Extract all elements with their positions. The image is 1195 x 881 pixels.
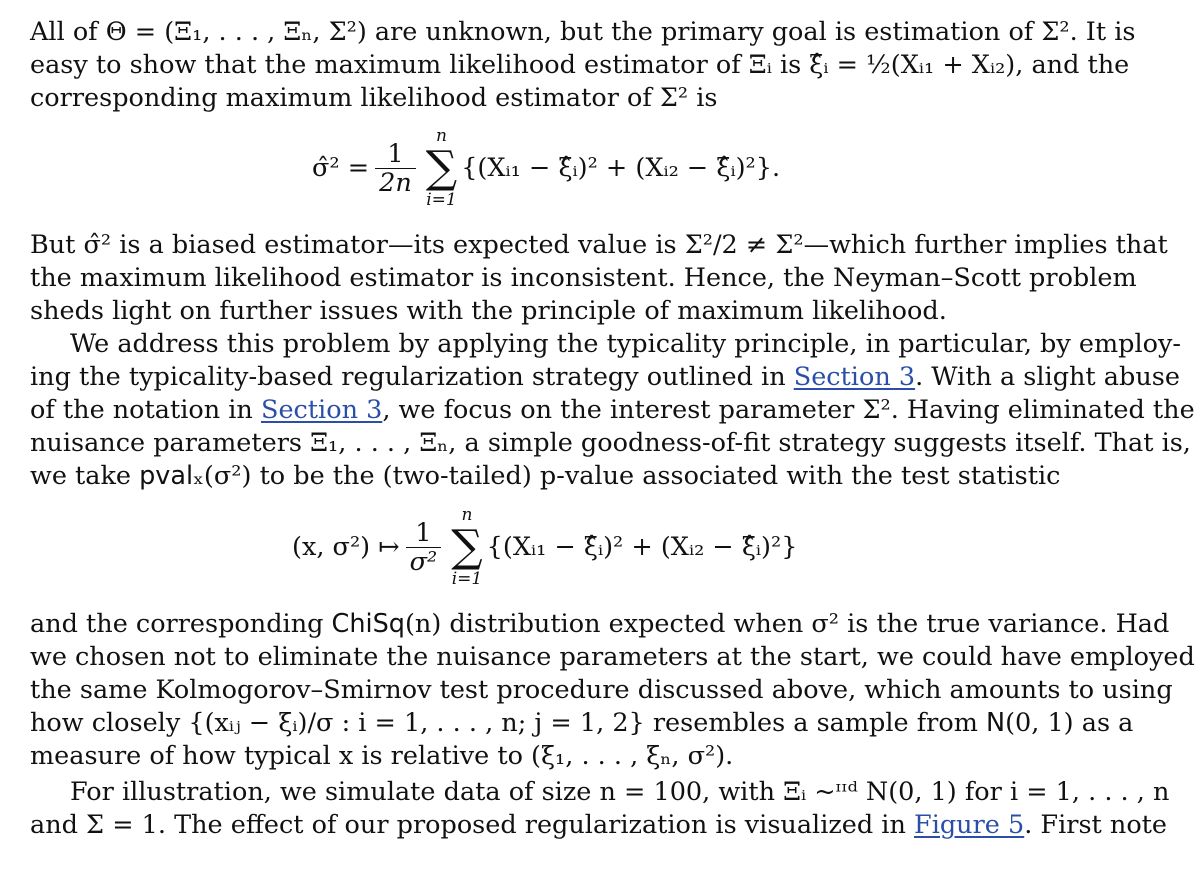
text-run: we take: [30, 461, 140, 491]
text-line: All of Θ = (Ξ₁, . . . , Ξₙ, Σ²) are unknown, but the primary goal is estimation of Σ². It is: [30, 17, 1136, 47]
text-run: and the corresponding: [30, 609, 332, 639]
text-line: [30, 460, 1061, 493]
text-line: But σ̂² is a biased estimator—its expected value is Σ²/2 ≠ Σ²—which further implies that: [30, 230, 1168, 260]
fraction: [406, 519, 442, 576]
text-line: [30, 707, 1134, 740]
summation: [451, 505, 482, 589]
text-run: (n) distribution expected when σ² is the true variance. Had: [404, 609, 1170, 639]
sigma-symbol: ∑: [451, 521, 483, 572]
equation-body: {(Xᵢ₁ − ξ̂ᵢ)² + (Xᵢ₂ − ξ̂ᵢ)²}: [486, 532, 798, 562]
text-line: [30, 361, 1180, 394]
fraction-denominator: σ²: [406, 547, 442, 576]
fraction: [375, 140, 416, 197]
equation-sigma-hat: [312, 126, 780, 210]
text-run: of the notation in: [30, 395, 261, 425]
text-run: ing the typicality-based regularization strategy outlined in: [30, 362, 794, 392]
fraction-denominator: 2n: [375, 168, 416, 197]
text-line: [30, 809, 1168, 842]
equation-body: {(Xᵢ₁ − ξ̂ᵢ)² + (Xᵢ₂ − ξ̂ᵢ)²}.: [461, 153, 781, 183]
text-line: corresponding maximum likelihood estimator of Σ² is: [30, 83, 718, 113]
pval-symbol: pval: [139, 461, 194, 491]
fraction-numerator: 1: [415, 517, 432, 548]
section-3-link[interactable]: Section 3: [793, 362, 916, 392]
sigma-symbol: ∑: [425, 142, 458, 193]
text-line: the maximum likelihood estimator is inconsistent. Hence, the Neyman–Scott problem: [30, 263, 1137, 293]
text-run: , we focus on the interest parameter Σ². Having eliminated the: [382, 395, 1195, 425]
text-run: . With a slight abuse: [915, 362, 1180, 392]
text-line: we chosen not to eliminate the nuisance parameters at the start, we could have employed: [30, 642, 1195, 672]
text-line: [30, 394, 1195, 427]
equation-test-statistic: [292, 505, 797, 589]
text-line: the same Kolmogorov–Smirnov test procedure discussed above, which amounts to using: [30, 675, 1173, 705]
sum-upper-limit: n: [461, 505, 473, 525]
text-run: and Σ = 1. The effect of our proposed regularization is visualized in: [30, 810, 914, 840]
sum-upper-limit: n: [436, 126, 447, 146]
fraction-numerator: 1: [387, 138, 404, 169]
text-line: sheds light on further issues with the principle of maximum likelihood.: [30, 296, 947, 326]
text-line: easy to show that the maximum likelihood estimator of Ξᵢ is ξ̂ᵢ = ½(Xᵢ₁ + Xᵢ₂), and the: [30, 50, 1130, 80]
text-line: [30, 608, 1170, 641]
text-line: We address this problem by applying the typicality principle, in particular, by employ-: [70, 329, 1182, 359]
sum-lower-limit: i=1: [451, 569, 483, 589]
text-line: nuisance parameters Ξ₁, . . . , Ξₙ, a simple goodness-of-fit strategy suggests itself. That is,: [30, 428, 1191, 458]
text-run: . First note: [1024, 810, 1168, 840]
text-run: (0, 1) as a: [1005, 708, 1134, 738]
normal-symbol: N: [986, 708, 1006, 738]
text-line: For illustration, we simulate data of size n = 100, with Ξᵢ ~ᶦᶦᵈ N(0, 1) for i = 1, . . . , n: [70, 777, 1170, 807]
chisq-symbol: ChiSq: [331, 609, 405, 639]
equation-lhs: σ̂² =: [312, 153, 370, 183]
text-run: ₓ(σ²) to be the (two-tailed) p-value associated with the test statistic: [193, 461, 1061, 491]
sum-lower-limit: i=1: [426, 190, 457, 210]
text-line: measure of how typical x is relative to (ξ₁, . . . , ξₙ, σ²).: [30, 741, 734, 771]
summation: [426, 126, 457, 210]
figure-5-link[interactable]: Figure 5: [914, 810, 1025, 840]
equation-lhs: (x, σ²) ↦: [292, 532, 400, 562]
section-3-link[interactable]: Section 3: [260, 395, 383, 425]
text-run: how closely {(xᵢⱼ − ξᵢ)/σ : i = 1, . . . , n; j = 1, 2} resembles a sample from: [30, 708, 986, 738]
